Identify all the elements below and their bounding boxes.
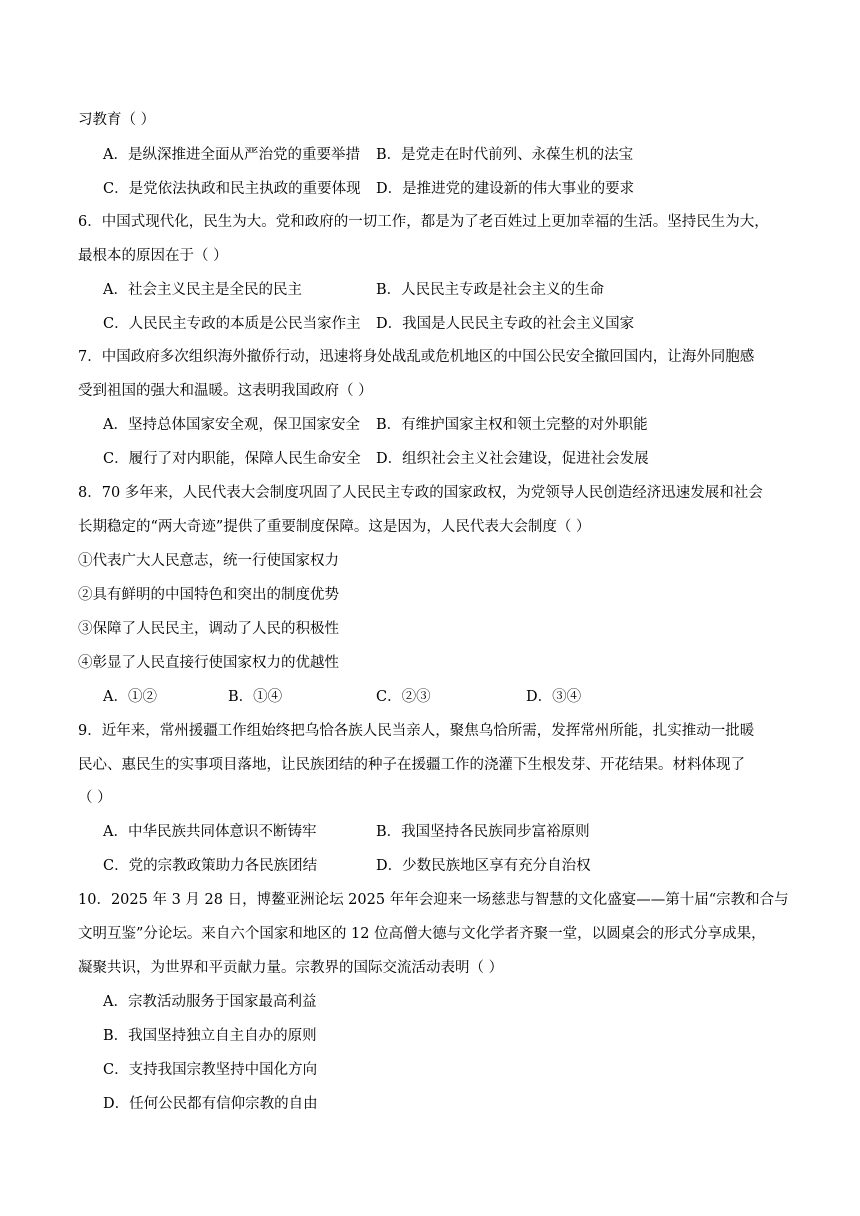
q10-stem-line-2: 文明互鉴”分论坛。来自六个国家和地区的 12 位高僧大德与文化学者齐聚一堂，以圆桌会的形式分享成果，: [78, 926, 766, 942]
q7-option-b[interactable]: B．有维护国家主权和领土完整的对外职能: [376, 417, 648, 433]
q8-option-d[interactable]: D．③④: [526, 689, 582, 705]
q6-stem-line-2: 最根本的原因在于（ ）: [78, 248, 228, 264]
q8-stem-line-1: 8．70 多年来，人民代表大会制度巩固了人民民主专政的国家政权，为党领导人民创造经济迅速发展和社会: [78, 485, 763, 501]
q10-stem-line-3: 凝聚共识，为世界和平贡献力量。宗教界的国际交流活动表明（ ）: [78, 960, 504, 976]
q7-stem-line-1: 7．中国政府多次组织海外撤侨行动，迅速将身处战乱或危机地区的中国公民安全撤回国内，让海外同胞感: [78, 349, 755, 365]
q6-option-c[interactable]: C．人民民主专政的本质是公民当家作主: [103, 316, 361, 332]
q6-option-d[interactable]: D．我国是人民民主专政的社会主义国家: [376, 316, 635, 332]
q6-option-a[interactable]: A．社会主义民主是全民的民主: [103, 282, 302, 298]
q9-option-c[interactable]: C．党的宗教政策助力各民族团结: [103, 858, 318, 874]
q9-stem-line-3: （ ）: [78, 790, 112, 806]
q9-option-a[interactable]: A．中华民族共同体意识不断铸牢: [103, 824, 317, 840]
q8-option-c[interactable]: C．②③: [376, 689, 431, 705]
q9-stem-line-1: 9．近年来，常州援疆工作组始终把乌恰各族人民当亲人，聚焦乌恰所需，发挥常州所能，扎实推动一批暖: [78, 723, 755, 739]
q8-stem-line-2: 长期稳定的“两大奇迹”提供了重要制度保障。这是因为，人民代表大会制度（ ）: [78, 519, 591, 535]
q8-statement-3: ③保障了人民民主，调动了人民的积极性: [78, 621, 339, 637]
q10-option-c[interactable]: C．支持我国宗教坚持中国化方向: [103, 1062, 318, 1078]
q5-option-d[interactable]: D．是推进党的建设新的伟大事业的要求: [376, 181, 635, 197]
q5-option-a[interactable]: A．是纵深推进全面从严治党的重要举措: [103, 147, 360, 163]
q9-option-b[interactable]: B．我国坚持各民族同步富裕原则: [376, 824, 590, 840]
q7-option-c[interactable]: C．履行了对内职能，保障人民生命安全: [103, 451, 361, 467]
q8-option-a[interactable]: A．①②: [103, 689, 157, 705]
q8-option-b[interactable]: B．①④: [228, 689, 283, 705]
q10-option-d[interactable]: D．任何公民都有信仰宗教的自由: [103, 1096, 318, 1112]
q7-option-d[interactable]: D．组织社会主义社会建设，促进社会发展: [376, 451, 649, 467]
q8-statement-1: ①代表广大人民意志，统一行使国家权力: [78, 553, 339, 569]
q9-option-d[interactable]: D．少数民族地区享有充分自治权: [376, 858, 591, 874]
q6-option-b[interactable]: B．人民民主专政是社会主义的生命: [376, 282, 605, 298]
q6-stem-line-1: 6．中国式现代化，民生为大。党和政府的一切工作，都是为了老百姓过上更加幸福的生活。坚持民生为大，: [78, 214, 769, 230]
q5-option-b[interactable]: B．是党走在时代前列、永葆生机的法宝: [376, 147, 634, 163]
q8-statement-4: ④彰显了人民直接行使国家权力的优越性: [78, 655, 339, 671]
q9-stem-line-2: 民心、惠民生的实事项目落地，让民族团结的种子在援疆工作的浇灌下生根发芽、开花结果。材料体现了: [78, 757, 745, 773]
q8-statement-2: ②具有鲜明的中国特色和突出的制度优势: [78, 587, 339, 603]
q7-option-a[interactable]: A．坚持总体国家安全观，保卫国家安全: [103, 417, 360, 433]
q10-option-a[interactable]: A．宗教活动服务于国家最高利益: [103, 994, 317, 1010]
q10-stem-line-1: 10．2025 年 3 月 28 日，博鳌亚洲论坛 2025 年年会迎来一场慈悲与智慧的文化盛宴——第十届“宗教和合与: [78, 892, 789, 908]
q5-stem-tail: 习教育（ ）: [78, 112, 156, 128]
q7-stem-line-2: 受到祖国的强大和温暖。这表明我国政府（ ）: [78, 383, 373, 399]
q10-option-b[interactable]: B．我国坚持独立自主自办的原则: [103, 1028, 317, 1044]
q5-option-c[interactable]: C．是党依法执政和民主执政的重要体现: [103, 181, 361, 197]
